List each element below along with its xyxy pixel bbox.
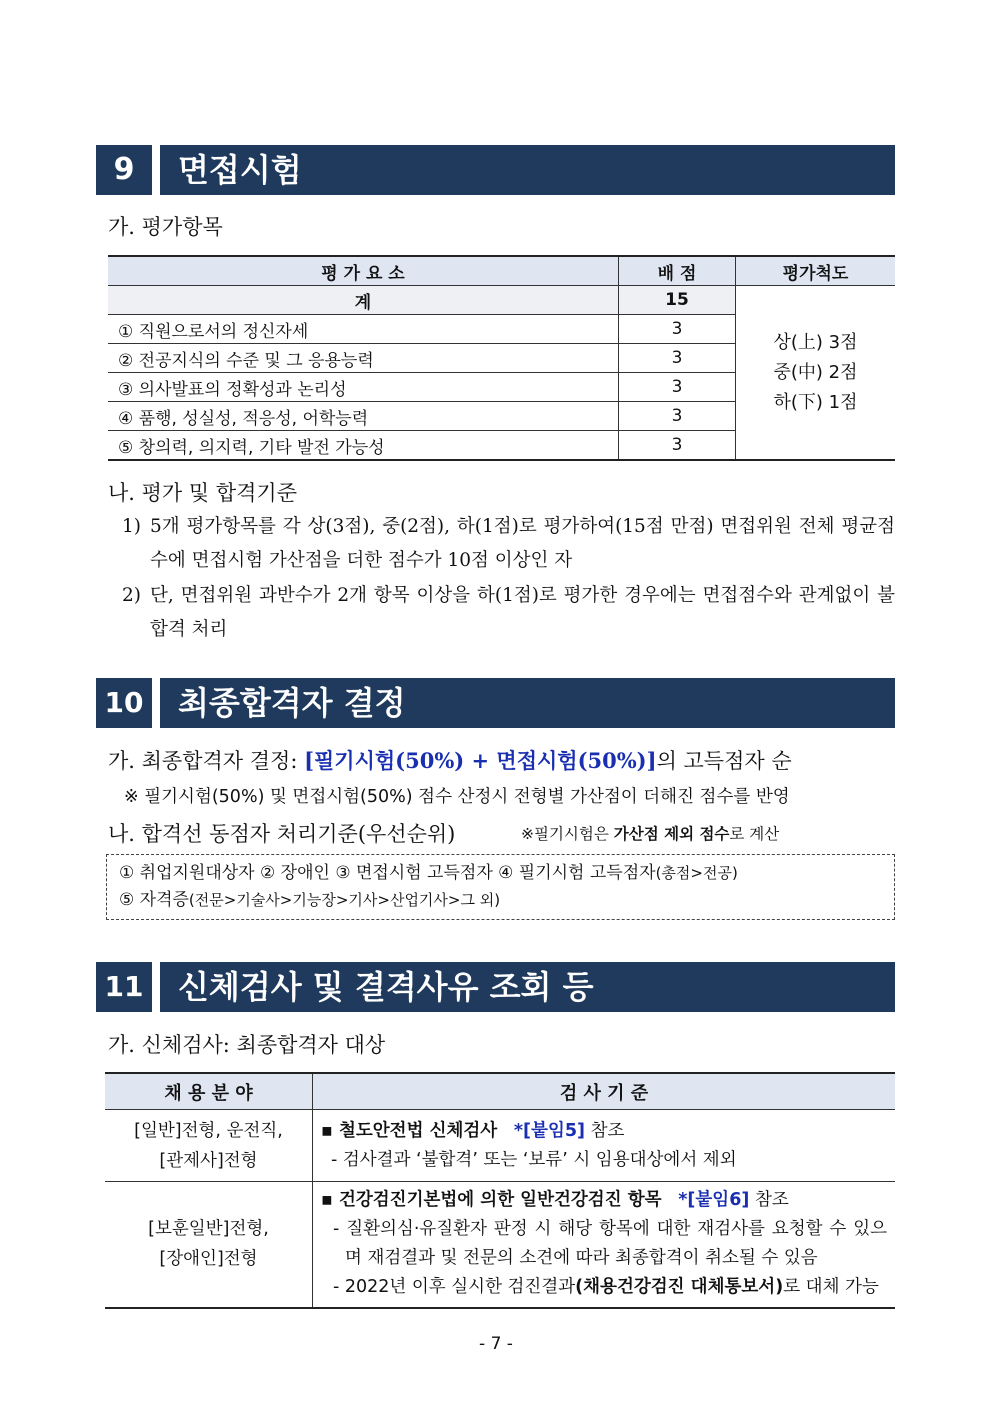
exam-note-2 <box>321 1273 887 1302</box>
section-11-number: 11 <box>96 962 152 1012</box>
tie-note-suffix: 로 계산 <box>729 825 780 843</box>
eval-item: ① 직원으로서의 정신자세 <box>108 315 619 344</box>
criteria-text-1: 5개 평가항목를 각 상(3점), 중(2점), 하(1점)로 평가하여(15점 만점) 면접위원 전체 평균점수에 면접시험 가산점을 더한 점수가 10점 이상인 자 <box>150 516 895 571</box>
tie-criteria-heading: 나. 합격선 동점자 처리기준(우선순위) <box>108 822 456 846</box>
eval-points: 3 <box>619 431 736 461</box>
scale-cell <box>736 286 896 461</box>
header-criteria: 검 사 기 준 <box>313 1073 896 1110</box>
exam-title: ▪ 건강검진기본법에 의한 일반건강검진 항목 <box>321 1190 662 1211</box>
exam-criteria-title <box>321 1117 887 1146</box>
exam-note-2-suffix: 로 대체 가능 <box>783 1277 879 1298</box>
tie-priority-items: ① 취업지원대상자 ② 장애인 ③ 면접시험 고득점자 ④ 필기시험 고득점자 <box>119 863 656 883</box>
eval-points: 3 <box>619 373 736 402</box>
tie-priority-line-1 <box>119 860 882 887</box>
tie-criteria-note <box>521 822 779 844</box>
exam-field <box>105 1110 313 1182</box>
eval-points: 3 <box>619 315 736 344</box>
scale-mid: 중(中) 2점 <box>773 361 858 383</box>
section-10-number: 10 <box>96 678 152 728</box>
eval-points: 3 <box>619 402 736 431</box>
tie-priority-line-2 <box>119 887 882 914</box>
tie-priority-cert-detail: (전문>기술사>기능장>기사>산업기사>그 외) <box>188 891 501 909</box>
exam-note: - 질환의심·유질환자 판정 시 해당 항목에 대한 재검사를 요청할 수 있으며 재검결과 및 전문의 소견에 따라 최종합격이 취소될 수 있음 <box>333 1219 887 1269</box>
tie-note-bold: 가산점 제외 점수 <box>613 825 730 843</box>
exam-field-line: [일반]전형, 운전직, <box>134 1120 283 1141</box>
eval-items-heading: 가. 평가항목 <box>108 215 223 239</box>
table-row <box>105 1110 895 1182</box>
criteria-num-1: 1) <box>122 516 141 537</box>
physical-exam-heading: 가. 신체검사: 최종합격자 대상 <box>108 1033 386 1057</box>
tie-note-prefix: ※필기시험은 <box>521 825 614 843</box>
criteria-text-2: 단, 면접위원 과반수가 2개 항목 이상을 하(1점)로 평가한 경우에는 면접점수와 관계없이 불합격 처리 <box>150 585 895 640</box>
final-decision-suffix: 의 고득점자 순 <box>656 749 792 773</box>
exam-criteria <box>313 1110 896 1182</box>
section-10-title: 최종합격자 결정 <box>160 678 895 728</box>
final-decision-formula: [필기시험(50%) + 면접시험(50%)] <box>304 748 657 773</box>
scale-low: 하(下) 1점 <box>773 391 858 413</box>
eval-item: ④ 품행, 성실성, 적응성, 어학능력 <box>108 402 619 431</box>
scale-high: 상(上) 3점 <box>773 331 858 353</box>
tie-priority-cert: ⑤ 자격증 <box>119 890 189 910</box>
exam-ref-suffix: 참조 <box>749 1190 789 1211</box>
eval-item: ⑤ 창의력, 의지력, 기타 발전 가능성 <box>108 431 619 461</box>
exam-criteria <box>313 1182 896 1308</box>
total-points: 15 <box>619 286 736 315</box>
exam-field <box>105 1182 313 1308</box>
final-decision-prefix: 가. 최종합격자 결정: <box>108 749 305 773</box>
eval-criteria-heading: 나. 평가 및 합격기준 <box>108 481 297 505</box>
exam-ref: *[붙임6] <box>678 1190 750 1211</box>
exam-criteria-title <box>321 1186 887 1215</box>
exam-field-line: [관제사]전형 <box>159 1150 258 1171</box>
header-eval-element: 평 가 요 소 <box>108 256 619 286</box>
section-9-title: 면접시험 <box>160 145 895 195</box>
evaluation-table <box>108 255 895 461</box>
tie-priority-box <box>106 854 895 920</box>
table-row <box>105 1182 895 1308</box>
exam-note-2-prefix: - 2022년 이후 실시한 검진결과 <box>333 1277 576 1298</box>
total-label: 계 <box>108 286 619 315</box>
exam-note-2-bold: (채용건강검진 대체통보서) <box>575 1277 784 1298</box>
exam-ref: *[붙임5] <box>513 1120 586 1141</box>
eval-item: ② 전공지식의 수준 및 그 응용능력 <box>108 344 619 373</box>
exam-ref-suffix: 참조 <box>585 1120 625 1141</box>
exam-field-line: [장애인]전형 <box>159 1249 258 1270</box>
final-decision-note: ※ 필기시험(50%) 및 면접시험(50%) 점수 산정시 전형별 가산점이 더해진 점수를 반영 <box>124 787 790 807</box>
header-scale: 평가척도 <box>736 256 896 286</box>
section-9-number: 9 <box>96 145 152 195</box>
exam-title: ▪ 철도안전법 신체검사 <box>321 1120 498 1141</box>
exam-note: - 검사결과 ‘불합격’ 또는 ‘보류’ 시 임용대상에서 제외 <box>331 1149 737 1170</box>
section-11-title: 신체검사 및 결격사유 조회 등 <box>160 962 895 1012</box>
header-field: 채 용 분 야 <box>105 1073 313 1110</box>
tie-priority-detail: (총점>전공) <box>655 864 738 882</box>
exam-field-line: [보훈일반]전형, <box>148 1219 269 1240</box>
header-points: 배 점 <box>619 256 736 286</box>
eval-points: 3 <box>619 344 736 373</box>
criteria-num-2: 2) <box>122 585 141 606</box>
final-decision-line <box>108 745 792 775</box>
eval-item: ③ 의사발표의 정확성과 논리성 <box>108 373 619 402</box>
physical-exam-table <box>105 1072 895 1309</box>
page-number: - 7 - <box>479 1334 513 1354</box>
